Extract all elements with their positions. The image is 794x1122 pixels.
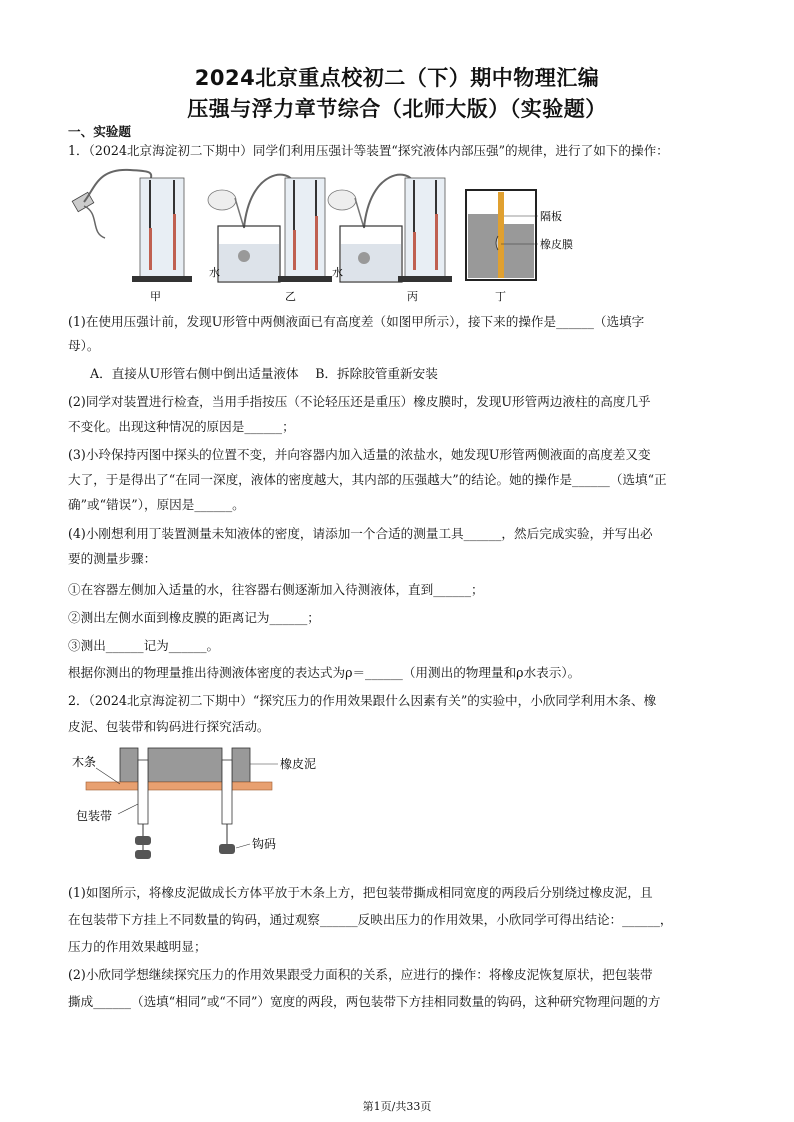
q2-stem-line1: 2．（2024北京海淀初二下期中）“探究压力的作用效果跟什么因素有关”的实验中，小欣同学利用木条、橡 [68, 693, 657, 708]
q1-part3-line3: 确”或“错误”），原因是______。 [68, 497, 245, 512]
figure-label-yi: 乙 [285, 290, 296, 303]
q2-part1-line2: 在包装带下方挂上不同数量的钩码，通过观察______反映出压力的作用效果，小欣同学可得出结论：______， [68, 912, 673, 927]
figure-ding [466, 190, 573, 303]
q1-part4-line1: (4)小刚想利用丁装置测量未知液体的密度，请添加一个合适的测量工具______，然后完成实验，并写出必 [68, 526, 653, 541]
figure-label-weight: 钩码 [252, 837, 277, 851]
q2-figure [0, 740, 794, 865]
q1-part3-line2: 大了，于是得出了“在同一深度，液体的密度越大，其内部的压强越大”的结论。她的操作是______（选填“正 [68, 472, 667, 487]
figure-label-water-yi: 水 [209, 266, 220, 279]
figure-label-strap: 包装带 [76, 809, 113, 823]
figure-label-ding: 丁 [495, 290, 506, 303]
figure-label-clay: 橡皮泥 [280, 757, 317, 771]
q1-expression: 根据你测出的物理量推出待测液体密度的表达式为ρ＝______（用测出的物理量和ρ水表示）。 [68, 665, 581, 680]
figure-label-wood: 木条 [72, 755, 97, 769]
figure-label-bing: 丙 [407, 290, 418, 303]
q1-step2: ②测出左侧水面到橡皮膜的距离记为______； [68, 610, 320, 625]
q1-part1-options: A．直接从U形管右侧中倒出适量液体 B．拆除胶管重新安装 [90, 366, 438, 381]
q2-part1-line3: 压力的作用效果越明显； [68, 939, 207, 954]
q1-part2-line1: (2)同学对装置进行检查，当用手指按压（不论轻压还是重压）橡皮膜时，发现U形管两边液柱的高度几乎 [68, 394, 651, 409]
q1-part2-line2: 不变化。出现这种情况的原因是______； [68, 419, 295, 434]
q2-part2-line1: (2)小欣同学想继续探究压力的作用效果跟受力面积的关系，应进行的操作：将橡皮泥恢复原状，把包装带 [68, 967, 653, 982]
q2-part1-line1: (1)如图所示，将橡皮泥做成长方体平放于木条上方，把包装带撕成相同宽度的两段后分别绕过橡皮泥，且 [68, 885, 653, 900]
q1-part4-line2: 要的测量步骤： [68, 551, 157, 566]
page-subtitle: 压强与浮力章节综合（北师大版）（实验题） [187, 97, 607, 121]
q1-step3: ③测出______记为______。 [68, 638, 220, 653]
section-heading: 一、实验题 [68, 124, 131, 139]
figure-label-partition: 隔板 [540, 210, 562, 223]
q1-part3-line1: (3)小玲保持丙图中探头的位置不变，并向容器内加入适量的浓盐水，她发现U形管两侧液面的高度差又变 [68, 447, 651, 462]
figure-label-membrane: 橡皮膜 [540, 238, 573, 251]
page-title: 2024北京重点校初二（下）期中物理汇编 [194, 66, 600, 90]
figure-yi [208, 175, 332, 303]
page-footer: 第1页/共33页 [362, 1100, 432, 1113]
figure-bing [328, 175, 452, 303]
q1-part1-line1: (1)在使用压强计前，发现U形管中两侧液面已有高度差（如图甲所示），接下来的操作是______（选填字 [68, 314, 645, 329]
figure-label-water-bing: 水 [332, 266, 343, 279]
figure-jia [72, 170, 192, 303]
q2-part2-line2: 撕成______（选填“相同”或“不同”）宽度的两段，两包装带下方挂相同数量的钩码，这种研究物理问题的方 [68, 994, 661, 1009]
q2-stem-line2: 皮泥、包装带和钩码进行探究活动。 [68, 719, 270, 734]
q1-figure [0, 158, 794, 308]
q1-step1: ①在容器左侧加入适量的水，往容器右侧逐渐加入待测液体，直到______； [68, 582, 484, 597]
q1-stem: 1．（2024北京海淀初二下期中）同学们利用压强计等装置“探究液体内部压强”的规律，进行了如下的操作： [68, 143, 669, 158]
q1-part1-line2: 母）。 [68, 338, 100, 353]
figure-label-jia: 甲 [150, 290, 161, 303]
